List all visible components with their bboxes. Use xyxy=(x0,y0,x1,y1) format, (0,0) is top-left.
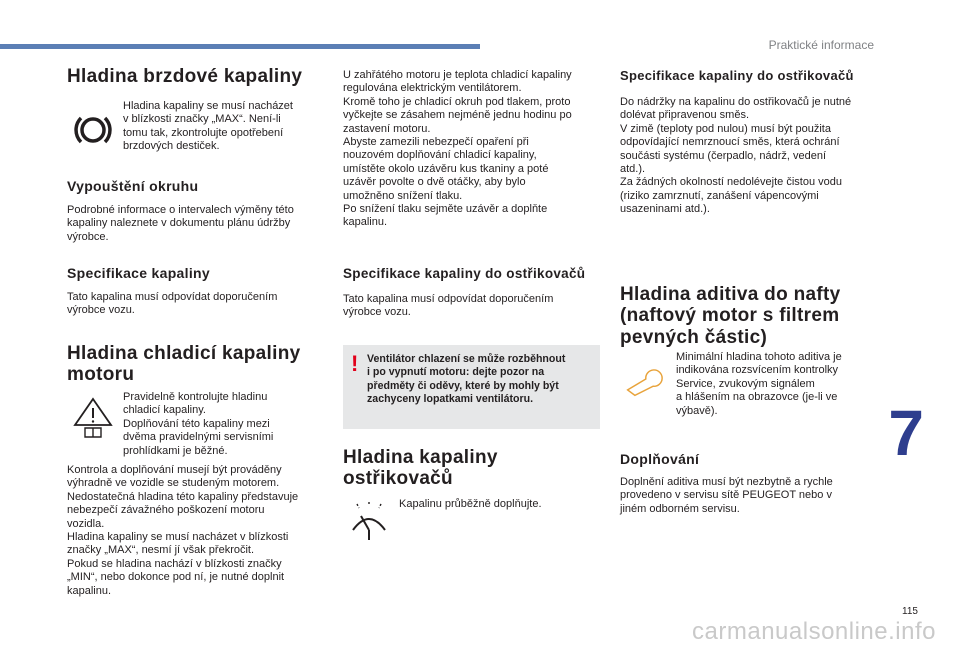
diesel-additive-text: Minimální hladina tohoto aditiva je indikována rozsvícením kontrolky Service, zvukovým signálem a hlášením na obrazovce (je-li ve výbavě). xyxy=(676,351,842,417)
chapter-number: 7 xyxy=(888,397,924,469)
washer-mix-text: Do nádržky na kapalinu do ostřikovačů je nutné dolévat připravenou směs. V zimě (teploty pod nulou) musí být použita odpovídající nemrznoucí směs, která ochrání součásti systému (čerpadlo, nádrž, vedení atd.). Za žádných okolností nedolévejte čistou vodu (riziko zamrznutí, zanášení vápencovými usazeninami atd.). xyxy=(620,96,852,216)
diesel-additive-info xyxy=(620,351,878,418)
page-number: 115 xyxy=(902,606,918,617)
coolant-info xyxy=(67,391,323,458)
washer-mix-title: Specifikace kapaliny do ostřikovačů xyxy=(620,68,854,83)
coolant-text: Kontrola a doplňování musejí být prováděny výhradně ve vozidle se studeným motorem. Nedostatečná hladina této kapaliny představuje nebezpečí závažného poškození motoru vozidla. Hladina kapaliny se musí nacházet v blízkosti značky „MAX“, nesmí jí však překročit. Pokud se hladina nachází v blízkosti značky „MIN“, nebo dokonce pod ní, je nutné doplnit kapalinu. xyxy=(67,464,299,597)
hot-engine-text: U zahřátého motoru je teplota chladicí kapaliny regulována elektrickým ventilátorem. Kromě toho je chladicí okruh pod tlakem, proto vyčkejte se zásahem nejméně jednu hodinu po zastavení motoru. Abyste zamezili nebezpečí opaření při nouzovém doplňování chladicí kapaliny, umístěte okolo uzávěru kus tkaniny a poté uzávěr povolte o dvě otáčky, aby bylo umožněno snížení tlaku. Po snížení tlaku sejměte uzávěr a doplňte kapalinu. xyxy=(343,69,572,229)
drain-title: Vypouštění okruhu xyxy=(67,178,199,194)
fan-warning-box xyxy=(343,345,600,429)
service-wrench-icon xyxy=(624,357,664,401)
brake-fluid-info xyxy=(67,100,323,154)
diesel-additive-title: Hladina aditiva do nafty (naftový motor s filtrem pevných částic) xyxy=(620,284,841,348)
section-header: Praktické informace xyxy=(768,38,874,52)
coolant-title: Hladina chladicí kapaliny motoru xyxy=(67,343,301,386)
fluid-spec-text: Tato kapalina musí odpovídat doporučením výrobce vozu. xyxy=(67,291,278,317)
drain-text: Podrobné informace o intervalech výměny této kapaliny naleznete v dokumentu plánu údržby výrobce. xyxy=(67,204,294,243)
header-accent-bar xyxy=(0,44,480,49)
coolant-warning-icon xyxy=(71,395,115,439)
washer-spec-text: Tato kapalina musí odpovídat doporučením výrobce vozu. xyxy=(343,293,554,319)
brake-fluid-title: Hladina brzdové kapaliny xyxy=(67,66,303,87)
washer-spec-title: Specifikace kapaliny do ostřikovačů xyxy=(343,266,586,281)
brake-fluid-text: Hladina kapaliny se musí nacházet v blízkosti značky „MAX“. Není-li tomu tak, zkontrolujte opotřebení brzdových destiček. xyxy=(123,100,293,153)
washer-fluid-text: Kapalinu průběžně doplňujte. xyxy=(399,498,542,510)
refill-text: Doplnění aditiva musí být nezbytně a rychle provedeno v servisu sítě PEUGEOT nebo v jiném odborném servisu. xyxy=(620,476,833,515)
washer-fluid-info xyxy=(343,496,600,511)
fluid-spec-title: Specifikace kapaliny xyxy=(67,265,210,281)
coolant-icon-text: Pravidelně kontrolujte hladinu chladicí kapaliny. Doplňování této kapaliny mezi dvěma pravidelnými servisními prohlídkami je běžné. xyxy=(123,391,274,457)
brake-warning-icon xyxy=(71,108,115,152)
fan-warning-text: Ventilátor chlazení se může rozběhnout i po vypnutí motoru: dejte pozor na předměty či oděvy, které by mohly být zachyceny lopatkami ventilátoru. xyxy=(367,353,566,406)
refill-title: Doplňování xyxy=(620,451,700,467)
warning-icon: ! xyxy=(351,351,359,376)
watermark: carmanualsonline.info xyxy=(692,618,936,645)
washer-fluid-icon xyxy=(347,500,391,544)
washer-fluid-title: Hladina kapaliny ostřikovačů xyxy=(343,447,498,490)
